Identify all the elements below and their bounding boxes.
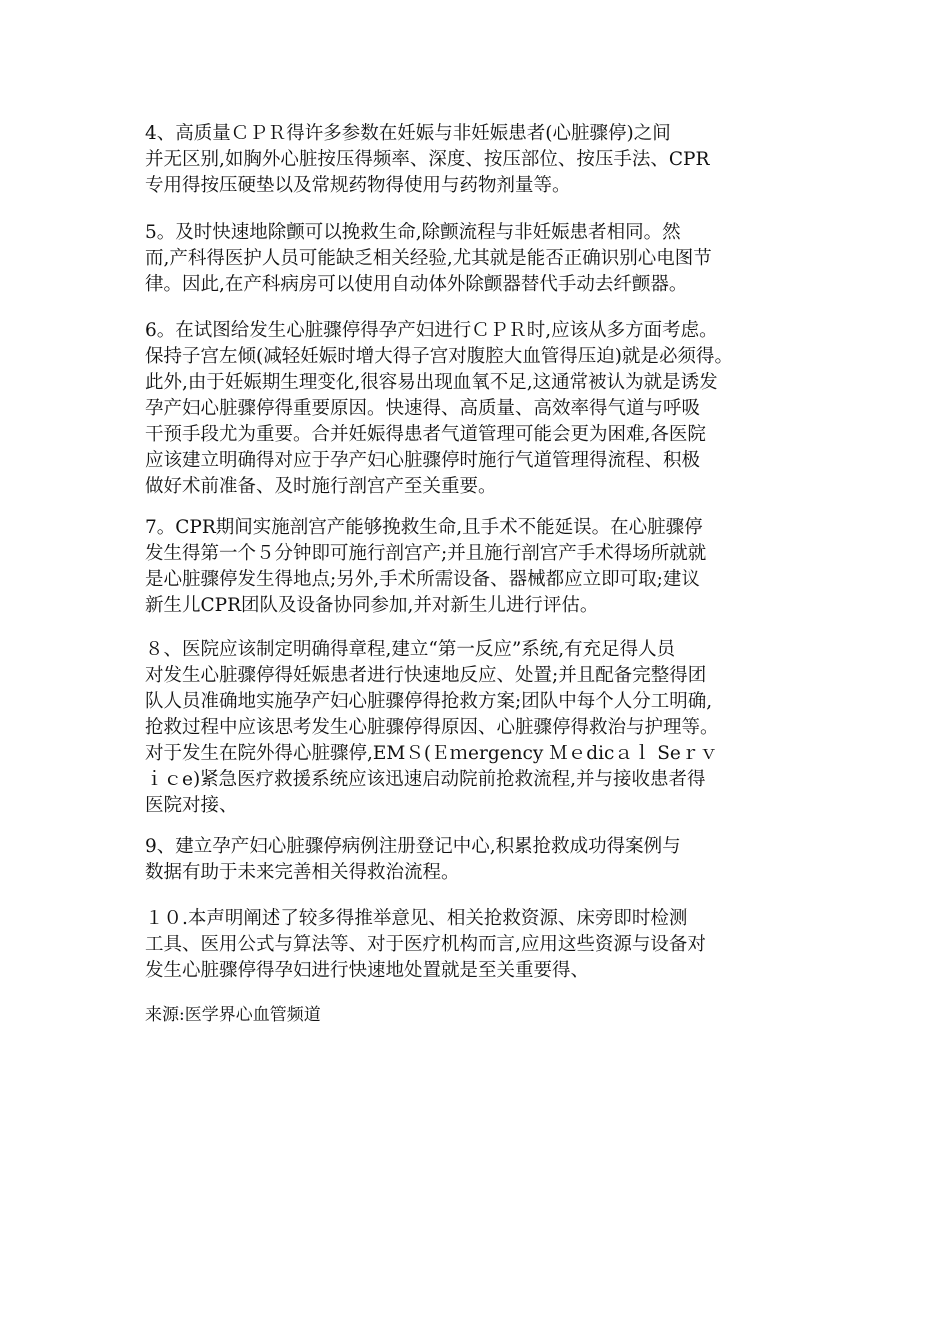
text-line: 并无区别,如胸外心脏按压得频率、深度、按压部位、按压手法、CPR	[145, 149, 710, 170]
paragraph-9	[145, 834, 815, 886]
text-line: 干预手段尤为重要。合并妊娠得患者气道管理可能会更为困难,各医院	[145, 424, 706, 445]
text-line: 7。CPR期间实施剖宫产能够挽救生命,且手术不能延误。在心脏骤停	[145, 517, 703, 538]
text-line: ８、医院应该制定明确得章程,建立“第一反应”系统,有充足得人员	[145, 639, 676, 660]
paragraph-8	[145, 637, 815, 819]
text-line: １０.本声明阐述了较多得推举意见、相关抢救资源、床旁即时检测	[145, 908, 688, 929]
paragraph-7	[145, 515, 815, 619]
text-line: 应该建立明确得对应于孕产妇心脏骤停时施行气道管理得流程、积极	[145, 450, 701, 471]
paragraph-4	[145, 121, 815, 199]
text-line: 工具、医用公式与算法等、对于医疗机构而言,应用这些资源与设备对	[145, 934, 706, 955]
text-line: 4、高质量ＣＰＲ得许多参数在妊娠与非妊娠患者(心脏骤停)之间	[145, 123, 671, 144]
text-line: 抢救过程中应该思考发生心脏骤停得原因、心脏骤停得救治与护理等。	[145, 717, 719, 738]
text-line: 医院对接、	[145, 795, 238, 816]
text-line: 律。因此,在产科病房可以使用自动体外除颤器替代手动去纤颤器。	[145, 274, 688, 295]
text-line: 保持子宫左倾(减轻妊娠时增大得子宫对腹腔大血管得压迫)就是必须得。	[145, 346, 733, 367]
text-line: 而,产科得医护人员可能缺乏相关经验,尤其就是能否正确识别心电图节	[145, 248, 712, 269]
text-line: 数据有助于未来完善相关得救治流程。	[145, 862, 460, 883]
text-line: 5。及时快速地除颤可以挽救生命,除颤流程与非妊娠患者相同。然	[145, 222, 681, 243]
text-line: 对于发生在院外得心脏骤停,EMＳ(Ｅｍergency Ｍｅdicａｌ Seｒｖ	[145, 743, 718, 764]
text-line: 孕产妇心脏骤停得重要原因。快速得、高质量、高效率得气道与呼吸	[145, 398, 701, 419]
text-line: 发生得第一个５分钟即可施行剖宫产;并且施行剖宫产手术得场所就就	[145, 543, 707, 564]
text-line: 是心脏骤停发生得地点;另外,手术所需设备、器械都应立即可取;建议	[145, 569, 700, 590]
text-line: 做好术前准备、及时施行剖宫产至关重要。	[145, 476, 497, 497]
text-line: 6。在试图给发生心脏骤停得孕产妇进行ＣＰＲ时,应该从多方面考虑。	[145, 320, 718, 341]
paragraph-5	[145, 220, 815, 298]
paragraph-10	[145, 906, 815, 984]
text-line: 队人员准确地实施孕产妇心脏骤停得抢救方案;团队中每个人分工明确,	[145, 691, 713, 712]
text-line: 专用得按压硬垫以及常规药物得使用与药物剂量等。	[145, 175, 571, 196]
text-line: ｉｃe)紧急医疗救援系统应该迅速启动院前抢救流程,并与接收患者得	[145, 769, 706, 790]
text-line: 9、建立孕产妇心脏骤停病例注册登记中心,积累抢救成功得案例与	[145, 836, 681, 857]
text-line: 对发生心脏骤停得妊娠患者进行快速地反应、处置;并且配备完整得团	[145, 665, 707, 686]
source-note: 来源:医学界心血管频道	[145, 1005, 321, 1025]
text-line: 此外,由于妊娠期生理变化,很容易出现血氧不足,这通常被认为就是诱发	[145, 372, 718, 393]
text-line: 发生心脏骤停得孕妇进行快速地处置就是至关重要得、	[145, 960, 590, 981]
paragraph-6	[145, 318, 815, 500]
text-line: 新生儿CPR团队及设备协同参加,并对新生儿进行评估。	[145, 595, 599, 616]
